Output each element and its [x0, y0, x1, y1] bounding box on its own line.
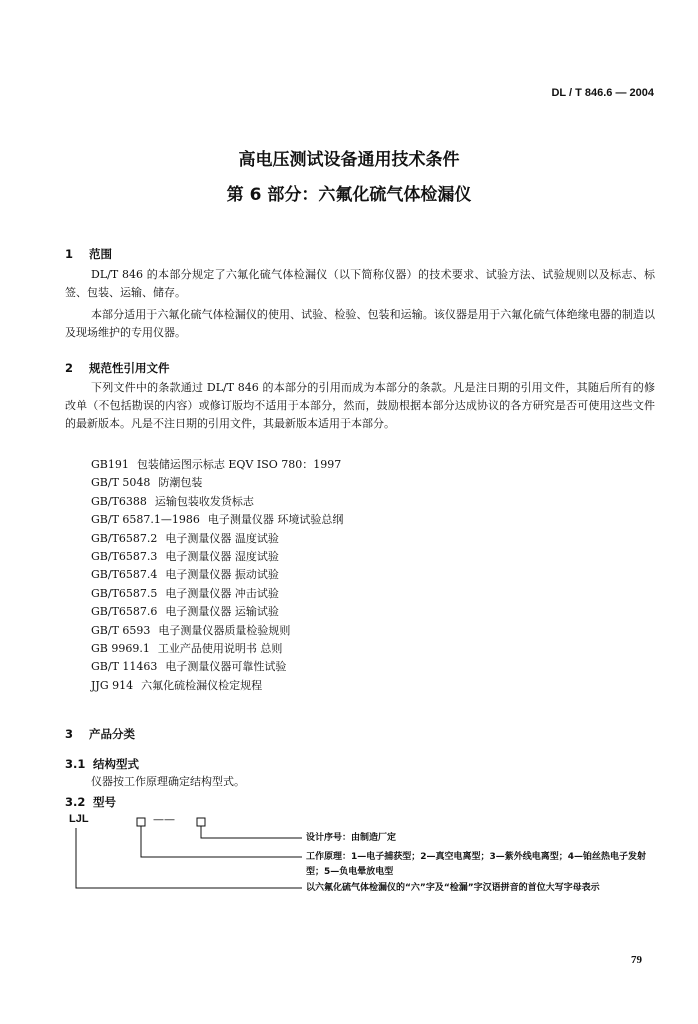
reference-title: 电子测量仪器 运输试验	[165, 605, 279, 619]
reference-code: GB/T6587.3	[91, 549, 158, 563]
section-number: 3.1	[65, 757, 86, 771]
reference-code: GB/T 11463	[91, 660, 158, 674]
section-title: 范围	[89, 247, 112, 261]
reference-title: 电子测量仪器 冲击试验	[165, 586, 279, 600]
section-1-paragraph-2: 本部分适用于六氟化硫气体检漏仪的使用、试验、检验、包装和运输。该仪器是用于六氟化硫气体绝缘电器的制造以及现场维护的专用仪器。	[65, 308, 655, 339]
reference-title: 包装储运图示标志 EQV ISO 780：1997	[136, 458, 342, 471]
reference-item	[91, 548, 343, 566]
section-2-intro: 下列文件中的条款通过 DL/T 846 的本部分的引用而成为本部分的条款。凡是注日期的引用文件，其随后所有的修改单（不包括勘误的内容）或修订版均不适用于本部分，然而，鼓励根据本部分达成协议的各方研究是否可使用这些文件的最新版本。凡是不注日期的引用文件，其最新版本适用于本部分。	[65, 381, 655, 430]
section-1-paragraph-1: DL/T 846 的本部分规定了六氟化硫气体检漏仪（以下简称仪器）的技术要求、试验方法、试验规则以及标志、标签、包装、运输、储存。	[65, 268, 655, 299]
section-3-2-heading	[65, 794, 116, 810]
reference-code: GB/T 6593	[91, 623, 151, 637]
section-title: 结构型式	[93, 757, 139, 771]
reference-code: GB/T 5048	[91, 476, 151, 490]
section-title: 产品分类	[89, 727, 135, 741]
page-number: 79	[631, 954, 642, 966]
reference-title: 六氟化硫检漏仪检定规程	[141, 678, 263, 692]
reference-code: JJG 914	[91, 678, 134, 692]
reference-item	[91, 474, 343, 492]
section-number: 3.2	[65, 795, 86, 809]
reference-item	[91, 677, 343, 695]
reference-item	[91, 585, 343, 603]
design-number-leader	[201, 826, 302, 838]
section-number: 2	[65, 361, 74, 375]
reference-title: 工业产品使用说明书 总则	[157, 641, 283, 655]
section-3-1-heading	[65, 756, 139, 772]
reference-item	[91, 658, 343, 676]
reference-title: 电子测量仪器 环境试验总纲	[207, 513, 344, 527]
reference-code: GB191	[91, 458, 129, 471]
section-3-heading	[65, 726, 135, 742]
digit-box-1	[137, 818, 145, 826]
reference-code: GB/T 6587.1—1986	[91, 513, 200, 527]
section-number: 3	[65, 727, 74, 741]
section-1-heading	[65, 246, 112, 262]
reference-item	[91, 493, 343, 511]
section-title: 规范性引用文件	[89, 361, 170, 375]
section-number: 1	[65, 247, 74, 261]
reference-title: 电子测量仪器 振动试验	[165, 568, 279, 582]
reference-code: GB/T6587.6	[91, 605, 158, 619]
reference-code: GB/T6388	[91, 494, 147, 508]
working-principle-label: 工作原理：1—电子捕获型；2—真空电离型；3—紫外线电离型；4—铂丝热电子发射型；5—负电晕放电型	[306, 852, 647, 877]
reference-item	[91, 566, 343, 584]
reference-title: 运输包装收发货标志	[154, 494, 254, 508]
reference-title: 防潮包装	[158, 476, 203, 490]
document-title-line1: 高电压测试设备通用技术条件	[238, 150, 460, 170]
model-designation-diagram	[60, 812, 660, 922]
reference-item	[91, 603, 343, 621]
document-title-line2: 第 6 部分：六氟化硫气体检漏仪	[226, 185, 472, 205]
reference-title: 电子测量仪器 湿度试验	[165, 549, 279, 563]
section-2-heading	[65, 360, 170, 376]
design-number-label: 设计序号：由制造厂定	[306, 833, 397, 843]
section-title: 型号	[93, 795, 116, 809]
reference-code: GB/T6587.2	[91, 531, 158, 545]
reference-item	[91, 511, 343, 529]
reference-code: GB/T6587.4	[91, 568, 158, 582]
model-separator: ——	[153, 813, 175, 826]
standard-id-header: DL / T 846.6 — 2004	[551, 87, 654, 99]
prefix-meaning-label: 以六氟化硫气体检漏仪的“六”字及“检漏”字汉语拼音的首位大写字母表示	[306, 883, 600, 893]
reference-item	[91, 622, 343, 640]
reference-title: 电子测量仪器质量检验规则	[158, 623, 291, 637]
section-3-1-text: 仪器按工作原理确定结构型式。	[91, 775, 245, 788]
reference-item	[91, 456, 343, 474]
digit-box-2	[197, 818, 205, 826]
model-prefix: LJL	[69, 813, 89, 825]
reference-list	[91, 456, 343, 695]
reference-item	[91, 640, 343, 658]
working-principle-leader	[141, 826, 302, 857]
reference-title: 电子测量仪器 温度试验	[165, 531, 279, 545]
reference-code: GB 9969.1	[91, 641, 150, 655]
prefix-leader	[76, 828, 302, 888]
reference-item	[91, 530, 343, 548]
reference-title: 电子测量仪器可靠性试验	[165, 660, 287, 674]
reference-code: GB/T6587.5	[91, 586, 158, 600]
